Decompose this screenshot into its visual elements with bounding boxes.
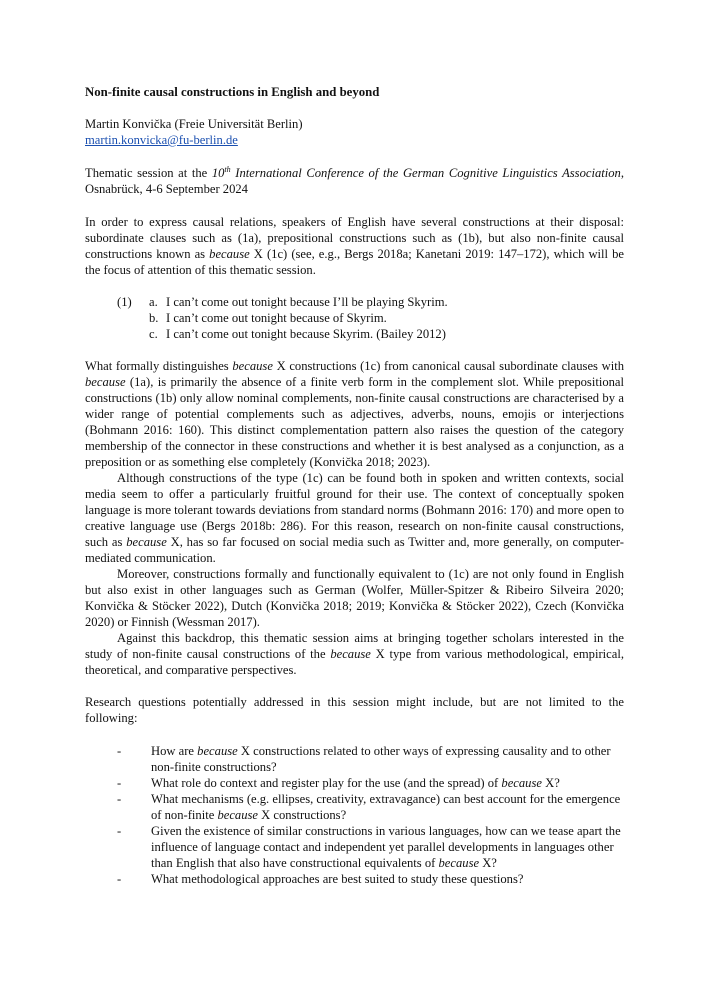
author-email-link[interactable]: martin.konvicka@fu-berlin.de xyxy=(85,133,238,147)
list-item: - What role do context and register play for the use (and the spread) of because X? xyxy=(117,776,560,790)
document-title: Non-finite causal constructions in English and beyond xyxy=(85,85,380,99)
research-questions-intro: Research questions potentially addressed in this session might include, but are not limited to the following: xyxy=(85,695,624,725)
example-item-a: a. I can’t come out tonight because I’ll be playing Skyrim. xyxy=(149,295,448,309)
session-place-date: , Osnabrück, 4-6 September 2024 xyxy=(85,166,624,196)
bullet-dash-icon: - xyxy=(117,792,122,806)
body-paragraph-4: Against this backdrop, this thematic session aims at bringing together scholars interested in the study of non-finite causal constructions of the because X type from various methodological, empirical, theoretical, and comparative perspectives. xyxy=(85,631,624,677)
example-list xyxy=(149,294,624,342)
list-item: - What methodological approaches are best suited to study these questions? xyxy=(117,872,524,886)
intro-paragraph: In order to express causal relations, speakers of English have several constructions at their disposal: subordinate clauses such as (1a), prepositional constructions such as (1b), but also non-finite causal constructions known as because X (1c) (see, e.g., Bergs 2018a; Kanetani 2019: 147–172), which will be the focus of attention of this thematic session. xyxy=(85,215,624,277)
example-item-c: c. I can’t come out tonight because Skyrim. (Bailey 2012) xyxy=(149,327,446,341)
session-prefix: Thematic session at the xyxy=(85,166,212,180)
conference-ordinal: 10th International Conference of the German Cognitive Linguistics Association xyxy=(211,165,621,180)
session-info xyxy=(85,165,624,197)
body-paragraph-1: What formally distinguishes because X constructions (1c) from canonical causal subordinate clauses with because (1a), is primarily the absence of a finite verb form in the complement slot. While prepositional constructions (1b) only allow nominal complements, non-finite causal constructions are characterised by a wider range of potential complements such as adjectives, adverbs, nouns, emojis or interjections (Bohmann 2016: 160). This distinct complementation pattern also raises the question of the category membership of the connector in these constructions and whether it is best analysed as a conjunction, as a preposition or as something else completely (Konvička 2018; 2023). xyxy=(85,359,624,469)
list-item: - What mechanisms (e.g. ellipses, creativity, extravagance) can best account for the emergence of non-finite because X constructions? xyxy=(117,792,621,822)
bullet-dash-icon: - xyxy=(117,776,122,790)
research-questions-list xyxy=(85,743,624,887)
bullet-dash-icon: - xyxy=(117,744,122,758)
example-number: (1) xyxy=(117,295,132,309)
document-page xyxy=(85,84,624,887)
body-paragraph-2: Although constructions of the type (1c) can be found both in spoken and written contexts, social media seem to offer a particularly fruitful ground for their use. The context of conceptually spoken language is more tolerant towards deviations from standard norms (Bohmann 2016: 170) and more open to creative language use (Bergs 2018b: 286). For this reason, research on non-finite causal constructions, such as because X, has so far focused on social media such as Twitter and, more generally, on computer-mediated communication. xyxy=(85,471,624,565)
body-paragraph-3: Moreover, constructions formally and functionally equivalent to (1c) are not only found in English but also exist in other languages such as German (Wolfer, Müller-Spitzer & Ribeiro Silveira 2020; Konvička & Stöcker 2022), Dutch (Konvička 2018; 2019; Konvička & Stöcker 2022), Czech (Konvička 2020) or Finnish (Wessman 2017). xyxy=(85,567,624,629)
bullet-dash-icon: - xyxy=(117,824,122,838)
example-block xyxy=(85,294,624,342)
list-item: - Given the existence of similar constructions in various languages, how can we tease apart the influence of language contact and independent yet parallel developments in languages other than English that also have constructional equivalents of because X? xyxy=(117,824,621,870)
conference-name: International Conference of the German Cognitive Linguistics Association xyxy=(230,166,621,180)
example-item-b: b. I can’t come out tonight because of Skyrim. xyxy=(149,311,387,325)
bullet-dash-icon: - xyxy=(117,872,122,886)
list-item: - How are because X constructions related to other ways of expressing causality and to other non-finite constructions? xyxy=(117,744,611,774)
author-line: Martin Konvička (Freie Universität Berlin) xyxy=(85,117,303,131)
